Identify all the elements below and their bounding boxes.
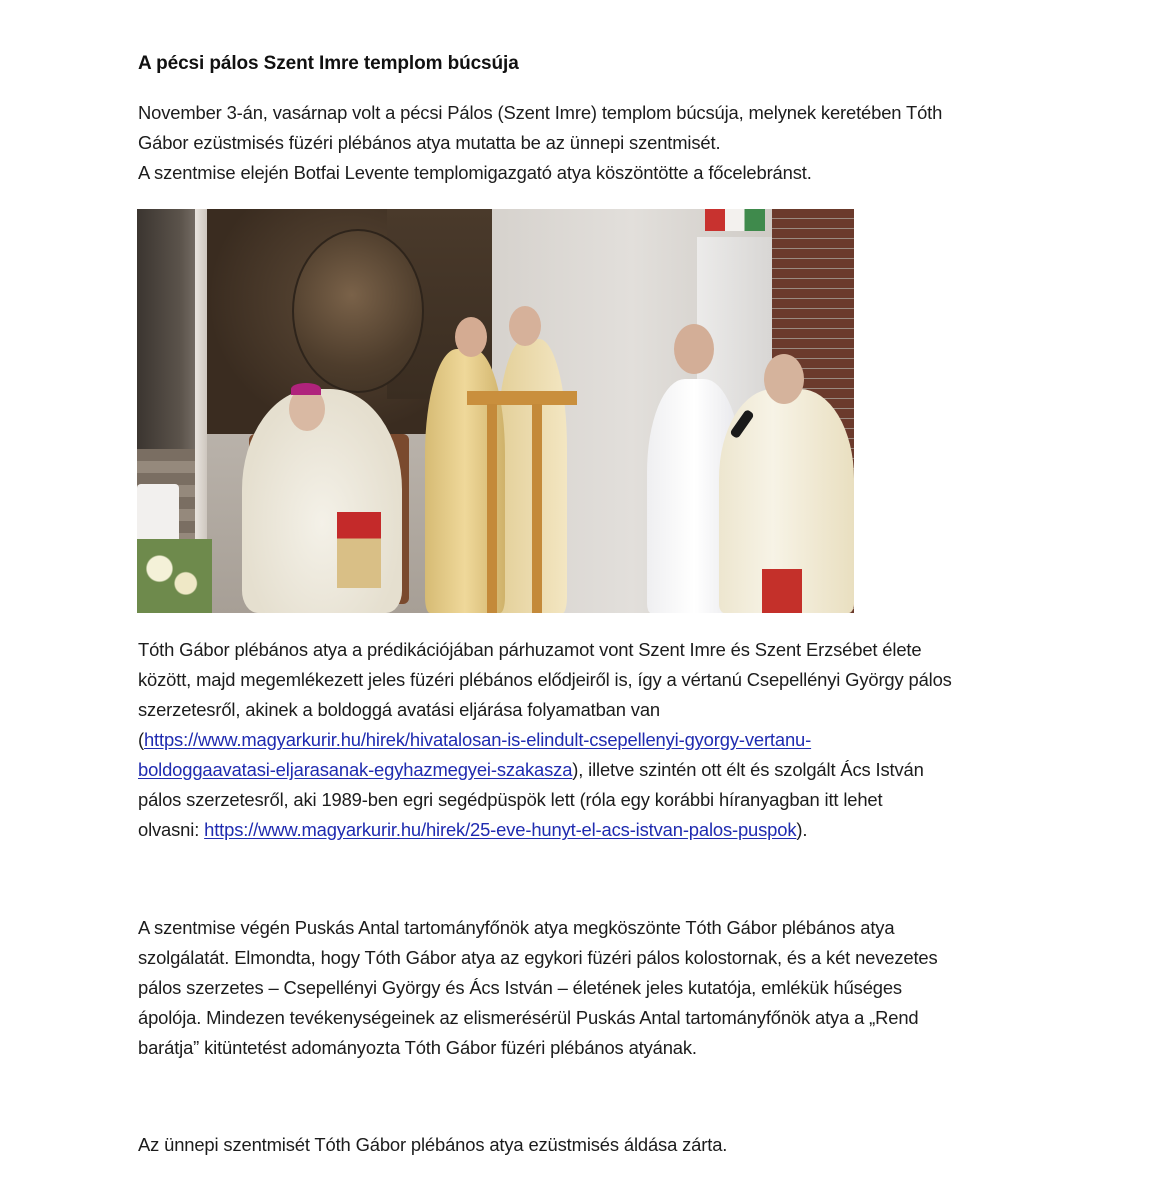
text-line: szolgálatát. Elmondta, hogy Tóth Gábor atya az egykori füzéri pálos kolostornak, és a két nevezetes bbox=[138, 947, 938, 968]
text-after-link: ), illetve szintén ott élt és szolgált Ács István bbox=[572, 759, 924, 780]
mass-photo bbox=[137, 209, 854, 613]
photo-bishop-stole bbox=[337, 512, 381, 588]
photo-celebrant-head bbox=[764, 354, 804, 404]
text-line: között, majd megemlékezett jeles füzéri plébános elődjeiről is, így a vértanú Csepellényi György pálos bbox=[138, 669, 952, 690]
link-csepellenyi-article[interactable]: https://www.magyarkurir.hu/hirek/hivatalosan-is-elindult-csepellenyi-gyorgy-vertanu- bbox=[143, 729, 812, 750]
paren-open: ( bbox=[138, 729, 144, 750]
text-line: November 3-án, vasárnap volt a pécsi Pálos (Szent Imre) templom búcsúja, melynek keretében Tóth bbox=[138, 102, 943, 123]
paragraph-closing bbox=[138, 1130, 1028, 1160]
text-line bbox=[138, 725, 1028, 755]
photo-lectern-leg bbox=[487, 404, 497, 613]
text-line bbox=[138, 815, 1028, 845]
photo-hungarian-flag bbox=[705, 209, 765, 231]
text-line bbox=[138, 755, 1028, 785]
text-line: ápolója. Mindezen tevékenységeinek az elismerésérül Puskás Antal tartományfőnök atya a „Rend bbox=[138, 1007, 919, 1028]
paragraph-award bbox=[138, 913, 1028, 1063]
text-line: barátja” kitüntetést adományozta Tóth Gábor füzéri plébános atyának. bbox=[138, 1037, 697, 1058]
text-line: pálos szerzetes – Csepellényi György és Ács István – életének jeles kutatója, emlékük hűséges bbox=[138, 977, 902, 998]
photo-relief-medallion bbox=[292, 229, 424, 393]
text-line: Gábor ezüstmisés füzéri plébános atya mutatta be az ünnepi szentmisét. bbox=[138, 132, 721, 153]
photo-lectern-top bbox=[467, 391, 577, 405]
article-title: A pécsi pálos Szent Imre templom búcsúja bbox=[138, 53, 519, 74]
text-line: Tóth Gábor plébános atya a prédikációjában párhuzamot vont Szent Imre és Szent Erzsébet élete bbox=[138, 639, 922, 660]
photo-altar-cloth bbox=[137, 484, 179, 544]
text-after-link: ). bbox=[796, 819, 808, 840]
photo-lectern-leg bbox=[532, 404, 542, 613]
text-line: szerzetesről, akinek a boldoggá avatási eljárása folyamatban van bbox=[138, 699, 660, 720]
photo-deacon-head bbox=[674, 324, 714, 374]
photo-celebrant-stole bbox=[762, 569, 802, 613]
text-line: Az ünnepi szentmisét Tóth Gábor plébános atya ezüstmisés áldása zárta. bbox=[138, 1134, 728, 1155]
text-before-link: olvasni: bbox=[138, 819, 205, 840]
paragraph-intro bbox=[138, 98, 1028, 188]
paragraph-sermon bbox=[138, 635, 1028, 845]
photo-flowers bbox=[137, 539, 212, 613]
photo-zucchetto bbox=[291, 383, 321, 395]
text-line: pálos szerzetesről, aki 1989-ben egri segédpüspök lett (róla egy korábbi híranyagban itt lehet bbox=[138, 789, 883, 810]
text-line: A szentmise elején Botfai Levente templomigazgató atya köszöntötte a főcelebránst. bbox=[138, 162, 812, 183]
link-acs-istvan-article[interactable]: https://www.magyarkurir.hu/hirek/25-eve-hunyt-el-acs-istvan-palos-puspok bbox=[204, 819, 797, 840]
link-csepellenyi-article-cont[interactable]: boldoggaavatasi-eljarasanak-egyhazmegyei-szakasza bbox=[138, 759, 573, 780]
photo-priest-lectern-head bbox=[455, 317, 487, 357]
photo-priest-back-head bbox=[509, 306, 541, 346]
text-line: A szentmise végén Puskás Antal tartományfőnök atya megköszönte Tóth Gábor plébános atya bbox=[138, 917, 895, 938]
